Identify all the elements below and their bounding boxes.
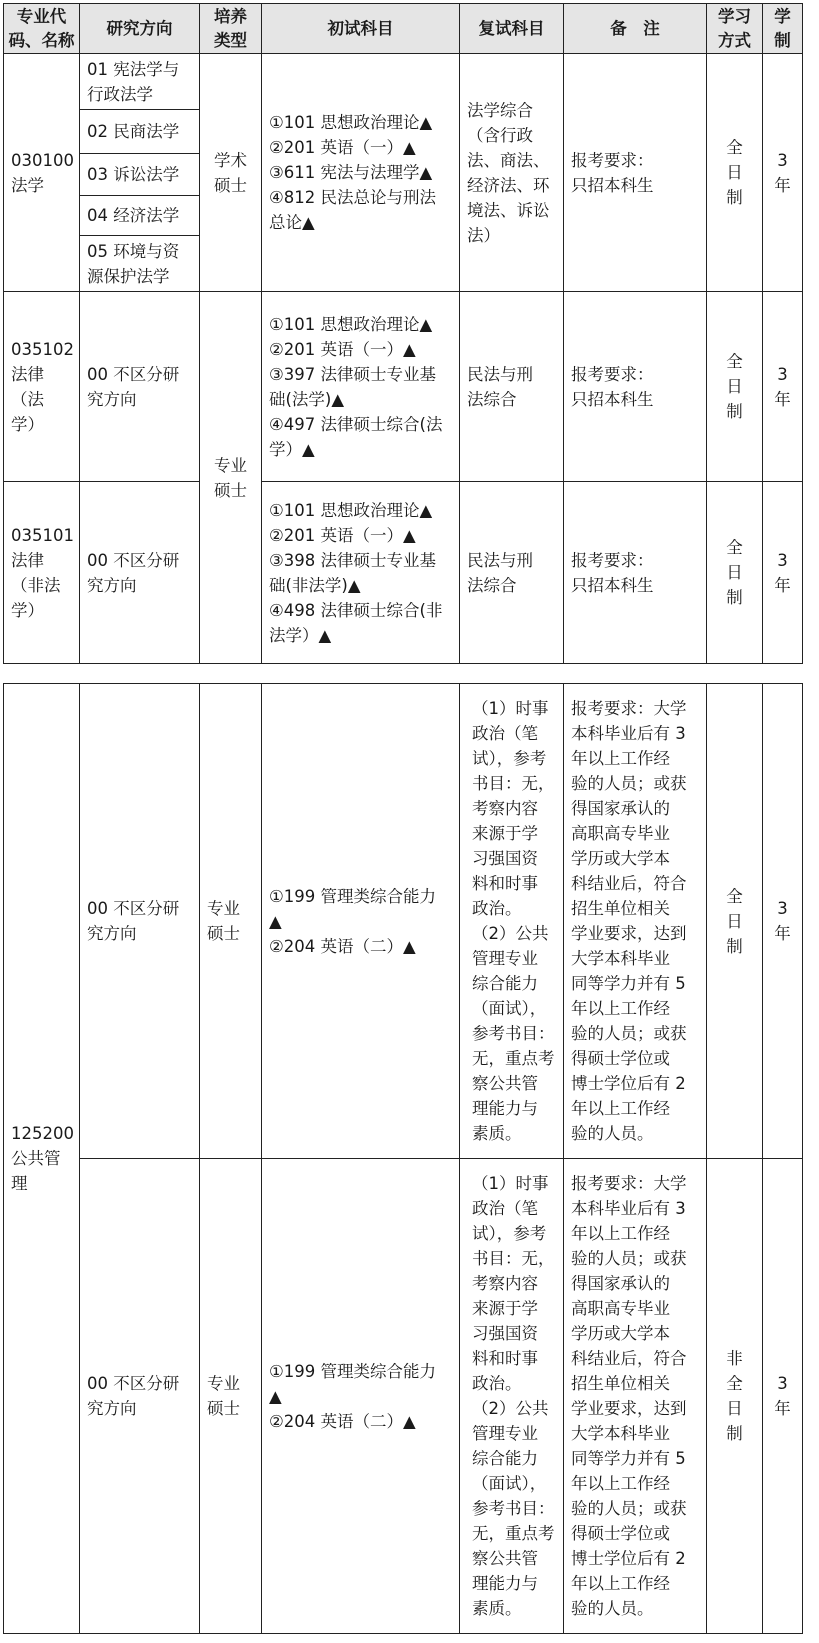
mpa-fulltime-remark-cell: 报考要求：大学 本科毕业后有 3 年以上工作经 验的人员；或获 得国家承认的 高职高专毕业 学历或大学本 科结业后，符合 招生单位相关 学业要求，达到 大学本科毕业 同等学力并有 5 年以上工作经 验的人员；或获 得硕士学位或 博士学位后有 2 年以上工作经 验的人员。 — [564, 684, 707, 1159]
header-years: 学 制 — [763, 4, 803, 54]
jm-law-direction-cell: 00 不区分研 究方向 — [80, 292, 200, 482]
mpa-fulltime-exam-cell: ①199 管理类综合能力 ▲ ②204 英语（二）▲ — [262, 684, 460, 1159]
jm-nonlaw-direction-cell: 00 不区分研 究方向 — [80, 482, 200, 664]
header-major: 专业代 码、名称 — [4, 4, 80, 54]
law-direction-02: 02 民商法学 — [80, 110, 200, 154]
jm-nonlaw-retest-cell: 民法与刑 法综合 — [460, 482, 564, 664]
jm-law-mode-cell: 全 日 制 — [707, 292, 763, 482]
jm-nonlaw-years-cell: 3 年 — [763, 482, 803, 664]
mpa-parttime-remark-cell: 报考要求：大学 本科毕业后有 3 年以上工作经 验的人员；或获 得国家承认的 高职高专毕业 学历或大学本 科结业后，符合 招生单位相关 学业要求，达到 大学本科毕业 同等学力并有 5 年以上工作经 验的人员；或获 得硕士学位或 博士学位后有 2 年以上工作经 验的人员。 — [564, 1159, 707, 1634]
jm-law-major-cell: 035102 法律 （法 学） — [4, 292, 80, 482]
mpa-parttime-row — [4, 1159, 803, 1634]
law-retest-cell: 法学综合 （含行政 法、商法、 经济法、环 境法、诉讼 法） — [460, 54, 564, 292]
law-direction-05: 05 环境与资 源保护法学 — [80, 236, 200, 292]
jm-nonlaw-row — [4, 482, 803, 664]
header-exam: 初试科目 — [262, 4, 460, 54]
law-direction-04: 04 经济法学 — [80, 196, 200, 236]
law-major-cell: 030100 法学 — [4, 54, 80, 292]
mpa-fulltime-years-cell: 3 年 — [763, 684, 803, 1159]
jm-law-remark-cell: 报考要求： 只招本科生 — [564, 292, 707, 482]
mpa-fulltime-direction-cell: 00 不区分研 究方向 — [80, 684, 200, 1159]
mpa-parttime-mode-cell: 非 全 日 制 — [707, 1159, 763, 1634]
law-mode-cell: 全 日 制 — [707, 54, 763, 292]
jm-law-exam-cell: ①101 思想政治理论▲ ②201 英语（一）▲ ③397 法律硕士专业基 础(法学)▲ ④497 法律硕士综合(法 学）▲ — [262, 292, 460, 482]
mpa-fulltime-type-cell: 专业 硕士 — [200, 684, 262, 1159]
law-direction-03: 03 诉讼法学 — [80, 154, 200, 196]
header-direction: 研究方向 — [80, 4, 200, 54]
mpa-parttime-exam-cell: ①199 管理类综合能力 ▲ ②204 英语（二）▲ — [262, 1159, 460, 1634]
mpa-parttime-retest-cell: （1）时事 政治（笔 试），参考 书目：无， 考察内容 来源于学 习强国资 料和时事 政治。 （2）公共 管理专业 综合能力 （面试）， 参考书目： 无，重点考 察公共管 理能力与 素质。 — [460, 1159, 564, 1634]
law-direction-01: 01 宪法学与 行政法学 — [80, 54, 200, 110]
mpa-fulltime-row — [4, 684, 803, 1159]
law-row-1 — [4, 54, 803, 110]
law-type-cell: 学术 硕士 — [200, 54, 262, 292]
header-retest: 复试科目 — [460, 4, 564, 54]
jm-nonlaw-mode-cell: 全 日 制 — [707, 482, 763, 664]
jm-nonlaw-major-cell: 035101 法律 （非法 学） — [4, 482, 80, 664]
jm-law-retest-cell: 民法与刑 法综合 — [460, 292, 564, 482]
law-remark-cell: 报考要求： 只招本科生 — [564, 54, 707, 292]
mpa-parttime-type-cell: 专业 硕士 — [200, 1159, 262, 1634]
header-remark: 备 注 — [564, 4, 707, 54]
mpa-parttime-years-cell: 3 年 — [763, 1159, 803, 1634]
law-exam-cell: ①101 思想政治理论▲ ②201 英语（一）▲ ③611 宪法与法理学▲ ④812 民法总论与刑法 总论▲ — [262, 54, 460, 292]
header-type: 培养 类型 — [200, 4, 262, 54]
header-mode: 学习 方式 — [707, 4, 763, 54]
law-years-cell: 3 年 — [763, 54, 803, 292]
jm-nonlaw-remark-cell: 报考要求： 只招本科生 — [564, 482, 707, 664]
jm-type-cell: 专业 硕士 — [200, 292, 262, 664]
jm-nonlaw-exam-cell: ①101 思想政治理论▲ ②201 英语（一）▲ ③398 法律硕士专业基 础(非法学)▲ ④498 法律硕士综合(非 法学）▲ — [262, 482, 460, 664]
program-table-top — [3, 3, 803, 664]
program-table-bottom — [3, 683, 803, 1634]
mpa-major-cell: 125200 公共管 理 — [4, 684, 80, 1634]
jm-law-years-cell: 3 年 — [763, 292, 803, 482]
header-row — [4, 4, 803, 54]
jm-law-row — [4, 292, 803, 482]
mpa-fulltime-mode-cell: 全 日 制 — [707, 684, 763, 1159]
mpa-parttime-direction-cell: 00 不区分研 究方向 — [80, 1159, 200, 1634]
mpa-fulltime-retest-cell: （1）时事 政治（笔 试），参考 书目：无， 考察内容 来源于学 习强国资 料和时事 政治。 （2）公共 管理专业 综合能力 （面试）， 参考书目： 无，重点考 察公共管 理能力与 素质。 — [460, 684, 564, 1159]
